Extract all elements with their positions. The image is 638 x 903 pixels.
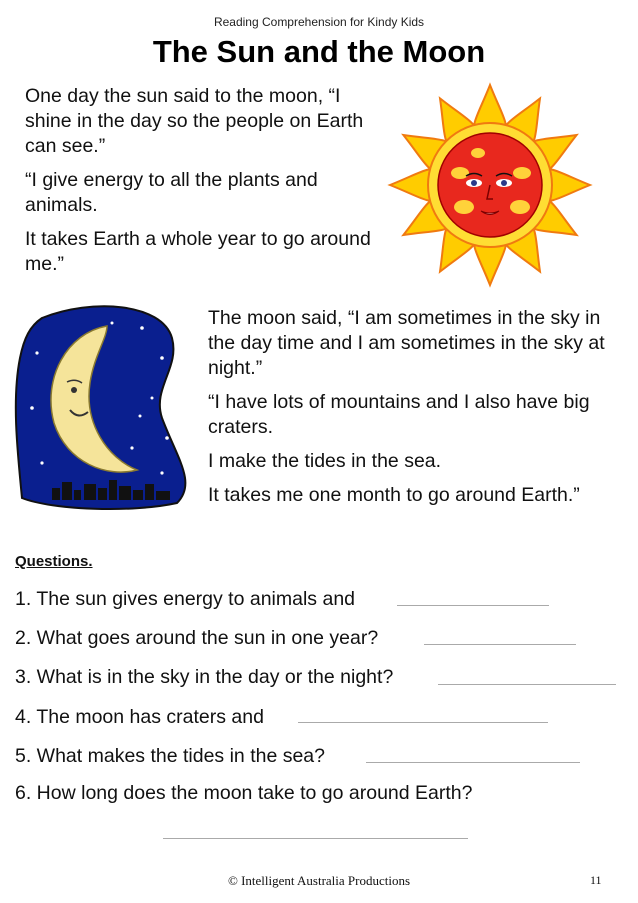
sun-paragraph-2: “I give energy to all the plants and animals. [25, 169, 318, 216]
answer-line-1[interactable] [397, 605, 549, 606]
page-header: Reading Comprehension for Kindy Kids [213, 15, 425, 29]
question-5: 5. What makes the tides in the sea? [15, 745, 326, 767]
answer-line-4[interactable] [298, 722, 548, 723]
page-title: The Sun and the Moon [152, 34, 486, 69]
question-4: 4. The moon has craters and [15, 706, 264, 728]
question-2: 2. What goes around the sun in one year? [15, 627, 379, 649]
moon-paragraph-3: I make the tides in the sea. [208, 450, 442, 472]
questions-heading: Questions. [15, 553, 93, 570]
answer-line-6[interactable] [163, 838, 468, 839]
sun-paragraph-3: It takes Earth a whole year to go around me.” [25, 228, 371, 275]
moon-illustration [12, 298, 202, 513]
question-1: 1. The sun gives energy to animals and [15, 588, 356, 610]
moon-paragraph-4: It takes me one month to go around Earth.” [208, 484, 580, 506]
copyright-footer: © Intelligent Australia Productions [227, 873, 411, 888]
answer-line-5[interactable] [366, 762, 580, 763]
sun-illustration [385, 80, 595, 290]
page-number: 11 [590, 873, 602, 887]
sun-paragraph-1: One day the sun said to the moon, “I shine in the day so the people on Earth can see.” [25, 85, 364, 157]
moon-paragraph-1: The moon said, “I am sometimes in the sky in the day time and I am sometimes in the sky at night.” [208, 307, 605, 379]
question-6: 6. How long does the moon take to go around Earth? [15, 782, 473, 804]
question-3: 3. What is in the sky in the day or the night? [15, 666, 394, 688]
answer-line-3[interactable] [438, 684, 616, 685]
answer-line-2[interactable] [424, 644, 576, 645]
moon-story [208, 306, 628, 517]
moon-paragraph-2: “I have lots of mountains and I also have big craters. [208, 391, 590, 438]
sun-story [25, 84, 375, 286]
